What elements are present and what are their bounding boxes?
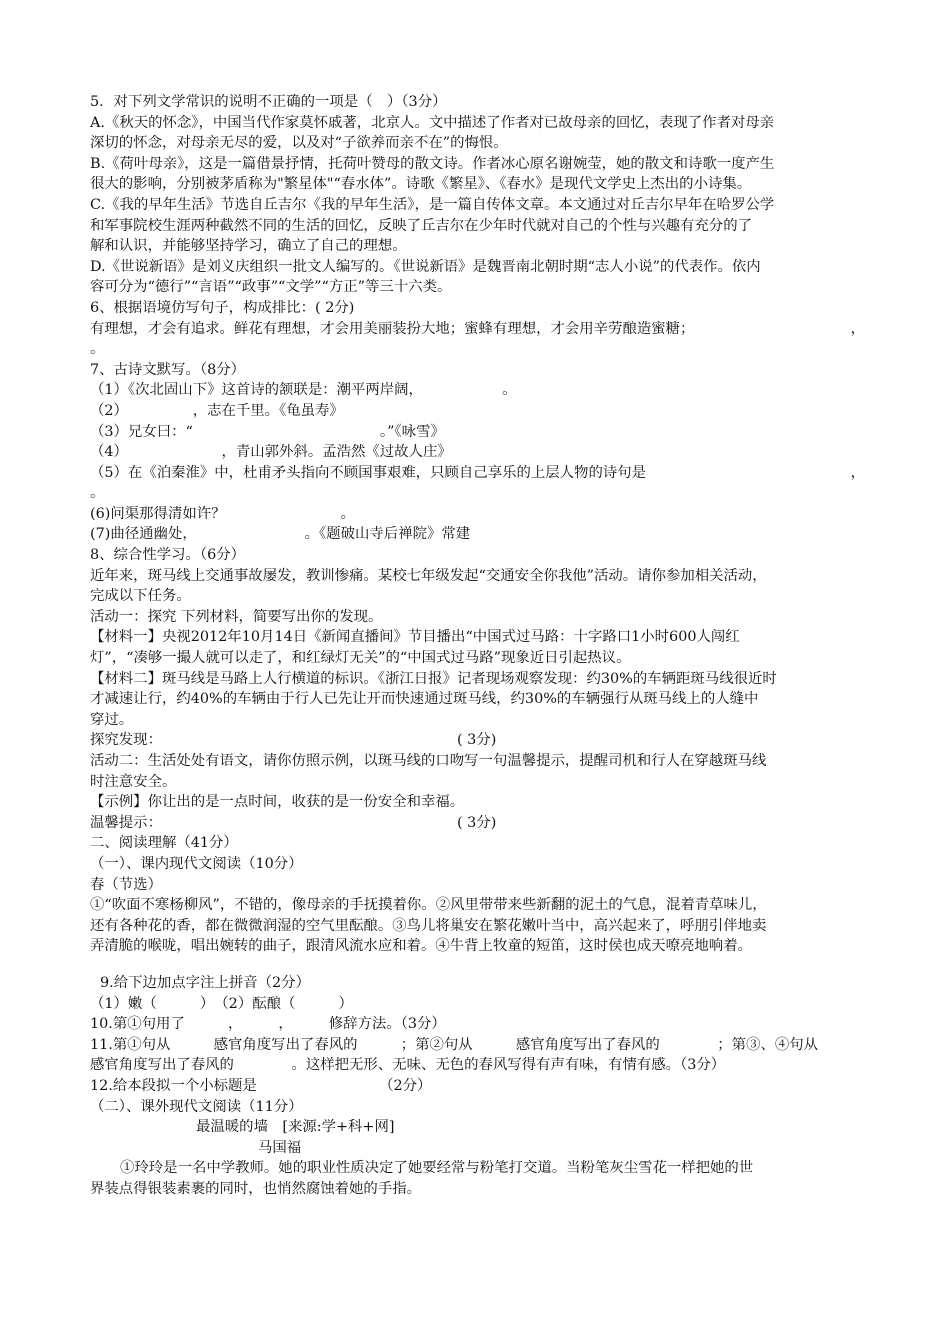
q5-option-a: A.《秋天的怀念》，中国当代作家莫怀戚著，北京人。文中描述了作者对已故母亲的回忆，表现了作者对母亲 (90, 114, 775, 131)
q9-items: （1）嫩（ ） （2）酝酿（ ） (90, 995, 353, 1012)
q7-item-5-text: （5）在《泊秦淮》中，杜甫矛头指向不顾国事艰难，只顾自己享乐的上层人物的诗句是 (90, 464, 647, 481)
q5-option-d-cont: 容可分为“德行”“言语”“政事”“文学”“方正”等三十六类。 (90, 279, 452, 296)
q7-item-4: （4） ，青山郭外斜。孟浩然《过故人庄》 (90, 444, 452, 461)
q8-finding: 探究发现： ( 3分) (90, 732, 497, 749)
q8-material-1-cont: 灯”，“凑够一撮人就可以走了，和红绿灯无关”的“中国式过马路”现象近日引起热议。 (90, 650, 631, 667)
q8-activity-2-cont: 时注意安全。 (90, 773, 177, 790)
q7-item-7: (7)曲径通幽处， 。《题破山寺后禅院》常建 (90, 526, 471, 543)
q7-item-5 (90, 463, 865, 484)
q5-option-a-cont: 深切的怀念，对母亲无尽的爱，以及对“子欲养而亲不在”的悔恨。 (90, 135, 508, 152)
q5-option-c-cont2: 解和认识，并能够坚持学习，确立了自己的理想。 (90, 238, 407, 255)
q8-tip: 温馨提示： ( 3分) (90, 814, 497, 831)
q5-option-b-cont: 很大的影响，分别被茅盾称为"繁星体"“春水体”。诗歌《繁星》、《春水》是现代文学史上杰出的小诗集。 (90, 176, 752, 193)
q10-stem: 10.第①句用了 ， ， 修辞方法。（3分） (90, 1016, 446, 1033)
q5-stem: 5．对下列文学常识的说明不正确的一项是（ ）（3分） (90, 94, 447, 110)
q7-item-6: (6)问渠那得清如许？ 。 (90, 505, 356, 522)
q6-line-end: 。 (90, 341, 105, 358)
q11-line-2: 感官角度写出了春风的 。这样把无形、无味、无色的春风写得有声有味，有情有感。（3分） (90, 1057, 726, 1074)
q8-material-2-cont: 才减速让行，约40%的车辆由于行人已先让开而快速通过斑马线，约30%的车辆强行从斑马线上的人缝中 (90, 691, 759, 708)
q8-activity-1: 活动一：探究 下列材料，简要写出你的发现。 (90, 608, 383, 625)
q7-item-2: （2） ，志在千里。《龟虽寿》 (90, 402, 344, 419)
q8-example: 【示例】你让出的是一点时间，收获的是一份安全和幸福。 (90, 794, 465, 811)
q8-intro: 近年来，斑马线上交通事故屡发，教训惨痛。某校七年级发起“交通安全你我他”活动。请你参加相关活动， (90, 567, 767, 584)
passage-line-3: 弄清脆的喉咙，唱出婉转的曲子，跟清风流水应和着。④牛背上牧童的短笛，这时侯也成天嘹亮地响着。 (90, 938, 752, 955)
q5-option-c-cont: 和军事院校生涯两种截然不同的生活的回忆，反映了丘吉尔在少年时代就对自己的个性与兴趣有充分的了 (90, 217, 752, 234)
spacer (90, 957, 865, 973)
section-2-part-1: （一）、课内现代文阅读（10分） (90, 855, 303, 872)
q5-option-b: B.《荷叶母亲》，这是一篇借景抒情，托荷叶赞母的散文诗。作者冰心原名谢婉莹，她的散文和诗歌一度产生 (90, 155, 775, 172)
q11-line-1: 11.第①句从 感官角度写出了春风的 ；第②句从 感官角度写出了春风的 ；第③、④句从 (90, 1036, 819, 1053)
q5-option-d: D.《世说新语》是刘义庆组织一批文人编写的。《世说新语》是魏晋南北朝时期“志人小说”的代表作。依内 (90, 258, 761, 275)
passage-line-2: 还有各种花的香，都在微微润湿的空气里酝酿。③鸟儿将巢安在繁花嫩叶当中，高兴起来了，呼朋引伴地卖 (90, 917, 767, 934)
section-2-title: 二、阅读理解（41分） (90, 835, 238, 852)
part-2-title: （二）、课外现代文阅读（11分） (90, 1098, 303, 1115)
passage-title: 春（节选） (90, 876, 162, 893)
q9-stem: 9.给下边加点字注上拼音（2分） (100, 974, 310, 991)
q7-item-1: （1）《次北固山下》这首诗的颔联是：潮平两岸阔， 。 (90, 382, 517, 399)
q8-activity-2: 活动二：生活处处有语文，请你仿照示例，以斑马线的口吻写一句温馨提示，提醒司机和行人在穿越斑马线 (90, 753, 767, 769)
q6-line (90, 319, 865, 340)
q6-text: 有理想，才会有追求。鲜花有理想，才会用美丽装扮大地；蜜蜂有理想，才会用辛劳酿造蜜糖； (90, 320, 695, 337)
q6-stem: 6、根据语境仿写句子，构成排比：( 2分) (90, 299, 355, 316)
article-author: 马国福 (258, 1139, 302, 1156)
article-paragraph-1: ①玲玲是一名中学教师。她的职业性质决定了她要经常与粉笔打交道。当粉笔灰尘雪花一样把她的世 (120, 1160, 754, 1177)
q8-material-1: 【材料一】央视2012年10月14日《新闻直播间》节目播出“中国式过马路：十字路口1小时600人闯红 (90, 629, 740, 646)
article-paragraph-1-cont: 界装点得银装素裹的同时，也悄然腐蚀着她的手指。 (90, 1180, 421, 1197)
q8-stem: 8、综合性学习。（6分） (90, 547, 246, 564)
q8-intro-cont: 完成以下任务。 (90, 588, 191, 605)
q6-comma: ， (850, 320, 865, 337)
q8-material-2-cont2: 穿过。 (90, 711, 134, 728)
q7-item-5-end: 。 (90, 485, 105, 502)
exam-page (90, 92, 865, 1199)
q8-material-2: 【材料二】斑马线是马路上人行横道的标识。《浙江日报》记者现场观察发现：约30%的车辆距斑马线很近时 (90, 670, 777, 687)
q7-item-5-comma: ， (850, 464, 865, 481)
q12-stem: 12.给本段拟一个小标题是 （2分） (90, 1077, 432, 1094)
q7-item-3: （3）兄女曰：“ 。”《咏雪》 (90, 423, 445, 440)
q7-stem: 7、古诗文默写。（8分） (90, 361, 246, 378)
article-title: 最温暖的墙 [来源:学+科+网] (196, 1119, 395, 1136)
q5-option-c: C.《我的早年生活》节选自丘吉尔《我的早年生活》，是一篇自传体文章。本文通过对丘吉尔早年在哈罗公学 (90, 196, 775, 213)
passage-line-1: ①“吹面不寒杨柳风”，不错的，像母亲的手抚摸着你。②风里带带来些新翻的泥土的气息，混着青草味儿， (90, 897, 767, 914)
